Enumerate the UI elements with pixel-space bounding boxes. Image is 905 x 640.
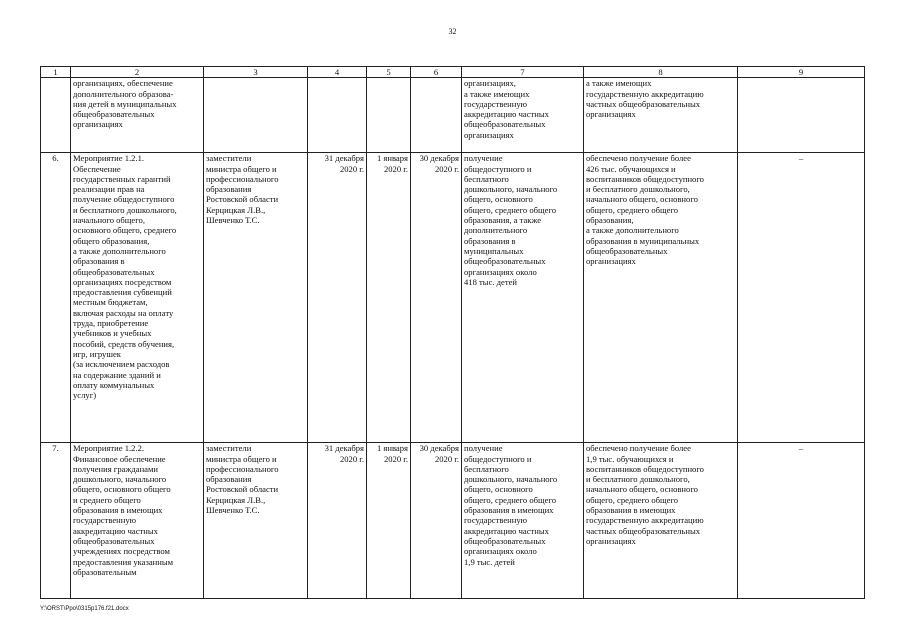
end-date: 30 декабря 2020 г. [411,443,462,599]
reasons [738,78,865,153]
row-number: 6. [41,153,71,443]
actual-result: обеспечено получение более 426 тыс. обучающихся и воспитанников общедоступного и бесплатного дошкольного, начального общего, основного общего, среднего общего образования, а также дополнительного образования в муниципальных общеобразовательных организациях [584,153,738,443]
responsible: заместители министра общего и профессионального образования Ростовской области Керцицкая Л.В., Шевченко Т.С. [204,443,308,599]
end-date [411,78,462,153]
column-header: 9 [738,67,865,78]
actual-result: обеспечено получение более 1,9 тыс. обучающихся и воспитанников общедоступного и бесплатного дошкольного, начального общего, основного общего, среднего общего образования в имеющих государственную аккредитацию частных общеобразовательных организациях [584,443,738,599]
planned-date: 31 декабря 2020 г. [308,443,367,599]
activity-name: Мероприятие 1.2.1. Обеспечение государственных гарантий реализации прав на получение общедоступного и бесплатного дошкольного, начального общего, основного общего, среднего общего образования, а также дополнительного образования в общеобразовательных организациях посредством предоставления субвенций местным бюджетам, включая расходы на оплату труда, приобретение учебников и учебных пособий, средств обучения, игр, игрушек (за исключением расходов на содержание зданий и оплату коммунальных услуг) [71,153,204,443]
expected-result: организациях, а также имеющих государственную аккредитацию частных общеобразовательных организациях [462,78,584,153]
reasons: – [738,153,865,443]
report-table [40,66,865,599]
end-date: 30 декабря 2020 г. [411,153,462,443]
actual-result: а также имеющих государственную аккредитацию частных общеобразовательных организациях [584,78,738,153]
planned-date [308,78,367,153]
table-row [41,78,865,153]
row-number [41,78,71,153]
column-header: 8 [584,67,738,78]
column-header: 7 [462,67,584,78]
column-header: 5 [367,67,411,78]
column-header: 6 [411,67,462,78]
table-header-row [41,67,865,78]
start-date: 1 января 2020 г. [367,443,411,599]
column-header: 1 [41,67,71,78]
expected-result: получение общедоступного и бесплатного дошкольного, начального общего, основного общего, среднего общего образования, а также дополнительного образования в муниципальных общеобразовательных организациях около 418 тыс. детей [462,153,584,443]
file-path-footer: Y:\ORST\Ppo\0315p176.f21.docx [40,606,129,612]
page-number: 32 [448,27,457,36]
expected-result: получение общедоступного и бесплатного дошкольного, начального общего, основного общего, среднего общего образования в имеющих государственную аккредитацию частных общеобразовательных организациях около 1,9 тыс. детей [462,443,584,599]
planned-date: 31 декабря 2020 г. [308,153,367,443]
column-header: 3 [204,67,308,78]
reasons: – [738,443,865,599]
start-date [367,78,411,153]
start-date: 1 января 2020 г. [367,153,411,443]
column-header: 2 [71,67,204,78]
table-row [41,153,865,443]
column-header: 4 [308,67,367,78]
activity-name: Мероприятие 1.2.2. Финансовое обеспечение получения гражданами дошкольного, начального общего, основного общего и среднего общего образования в имеющих государственную аккредитацию частных общеобразовательных учреждениях посредством предоставления указанным образовательным [71,443,204,599]
table-row [41,443,865,599]
responsible: заместители министра общего и профессионального образования Ростовской области Керцицкая Л.В., Шевченко Т.С. [204,153,308,443]
row-number: 7. [41,443,71,599]
activity-name: организациях, обеспечение дополнительного образова- ния детей в муниципальных общеобразовательных организациях [71,78,204,153]
responsible [204,78,308,153]
